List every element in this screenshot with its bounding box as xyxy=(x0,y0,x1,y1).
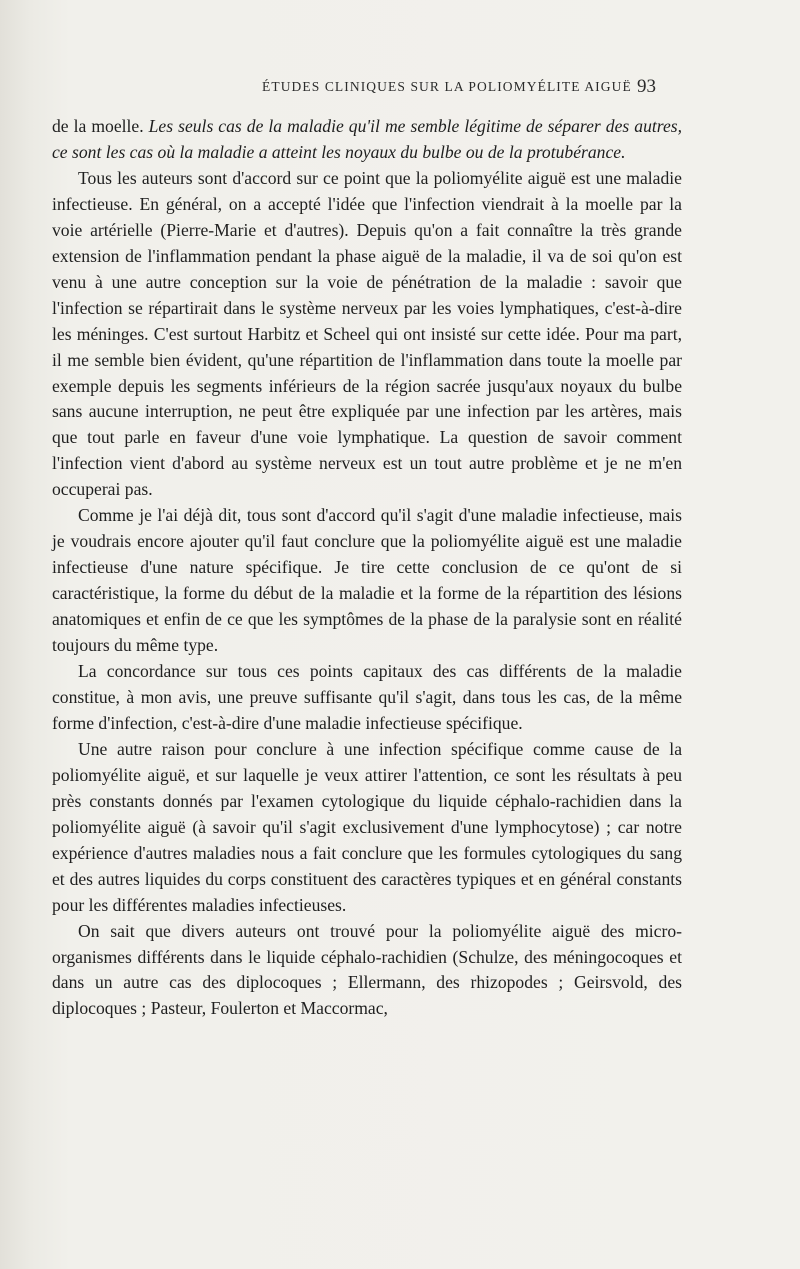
page-header xyxy=(0,76,800,104)
running-head: ÉTUDES CLINIQUES SUR LA POLIOMYÉLITE AIGUË xyxy=(262,79,632,94)
paragraph: Une autre raison pour conclure à une infection spécifique comme cause de la poliomyélite aiguë, et sur laquelle je veux attirer l'attention, ce sont les résultats à peu près constants donnés par l'examen cytologique du liquide céphalo-rachidien dans la poliomyélite aiguë (à savoir qu'il s'agit exclusivement d'une lymphocytose) ; car notre expérience d'autres maladies nous a fait conclure que les formules cytologiques du sang et des autres liquides du corps constituent des caractères typiques et en général constants pour les différentes maladies infectieuses. xyxy=(52,738,682,915)
italic-statement: Les seuls cas de la maladie qu'il me semble légitime de séparer des autres, ce sont les cas où la maladie a atteint les noyaux du bulbe ou de la protubérance. xyxy=(52,116,682,162)
page-number: 93 xyxy=(637,76,656,97)
paragraph: Comme je l'ai déjà dit, tous sont d'accord qu'il s'agit d'une maladie infectieuse, mais je voudrais encore ajouter qu'il faut conclure que la poliomyélite aiguë est une maladie infectieuse d'une nature spécifique. Je tire cette conclusion de ce qu'ont de si caractéristique, la forme du début de la maladie et la forme de la répartition des lésions anatomiques et enfin de ce que les symptômes de la phase de la paralysie sont en réalité toujours du même type. xyxy=(52,505,682,656)
paragraph: On sait que divers auteurs ont trouvé pour la poliomyélite aiguë des micro-organismes différents dans le liquide céphalo-rachidien (Schulze, des méningocoques et dans un autre cas des diplocoques ; Ellermann, des rhizopodes ; Geirsvold, des diplocoques ; Pasteur, Foulerton et Maccormac, xyxy=(52,920,682,1019)
paragraph: Tous les auteurs sont d'accord sur ce point que la poliomyélite aiguë est une maladie infectieuse. En général, on a accepté l'idée que l'infection viendrait à la moelle par la voie artérielle (Pierre-Marie et d'autres). Depuis qu'on a fait connaître la très grande extension de l'inflammation pendant la phase aiguë de la maladie, il va de soi qu'on est venu à une autre conception sur la voie de pénétration de la maladie : savoir que l'infection se répartirait dans le système nerveux par les voies lymphatiques, c'est-à-dire les méninges. C'est surtout Harbitz et Scheel qui ont insisté sur cette idée. Pour ma part, il me semble bien évident, qu'une répartition de l'inflammation dans toute la moelle par exemple depuis les segments inférieurs de la région sacrée jusqu'aux noyaux du bulbe sans aucune interruption, ne peut être expliquée par une infection par les artères, mais que tout parle en faveur d'une voie lymphatique. La question de savoir comment l'infection vient d'abord au système nerveux est un tout autre problème et je ne m'en occuperai pas. xyxy=(52,167,682,500)
paragraph-lead: de la moelle. xyxy=(52,116,149,136)
paragraph-continuation xyxy=(52,114,682,166)
body-text xyxy=(52,114,682,1022)
paragraph: La concordance sur tous ces points capitaux des cas différents de la maladie constitue, à mon avis, une preuve suffisante qu'il s'agit, dans tous les cas, de la même forme d'infection, c'est-à-dire d'une maladie infectieuse spécifique. xyxy=(52,661,682,733)
